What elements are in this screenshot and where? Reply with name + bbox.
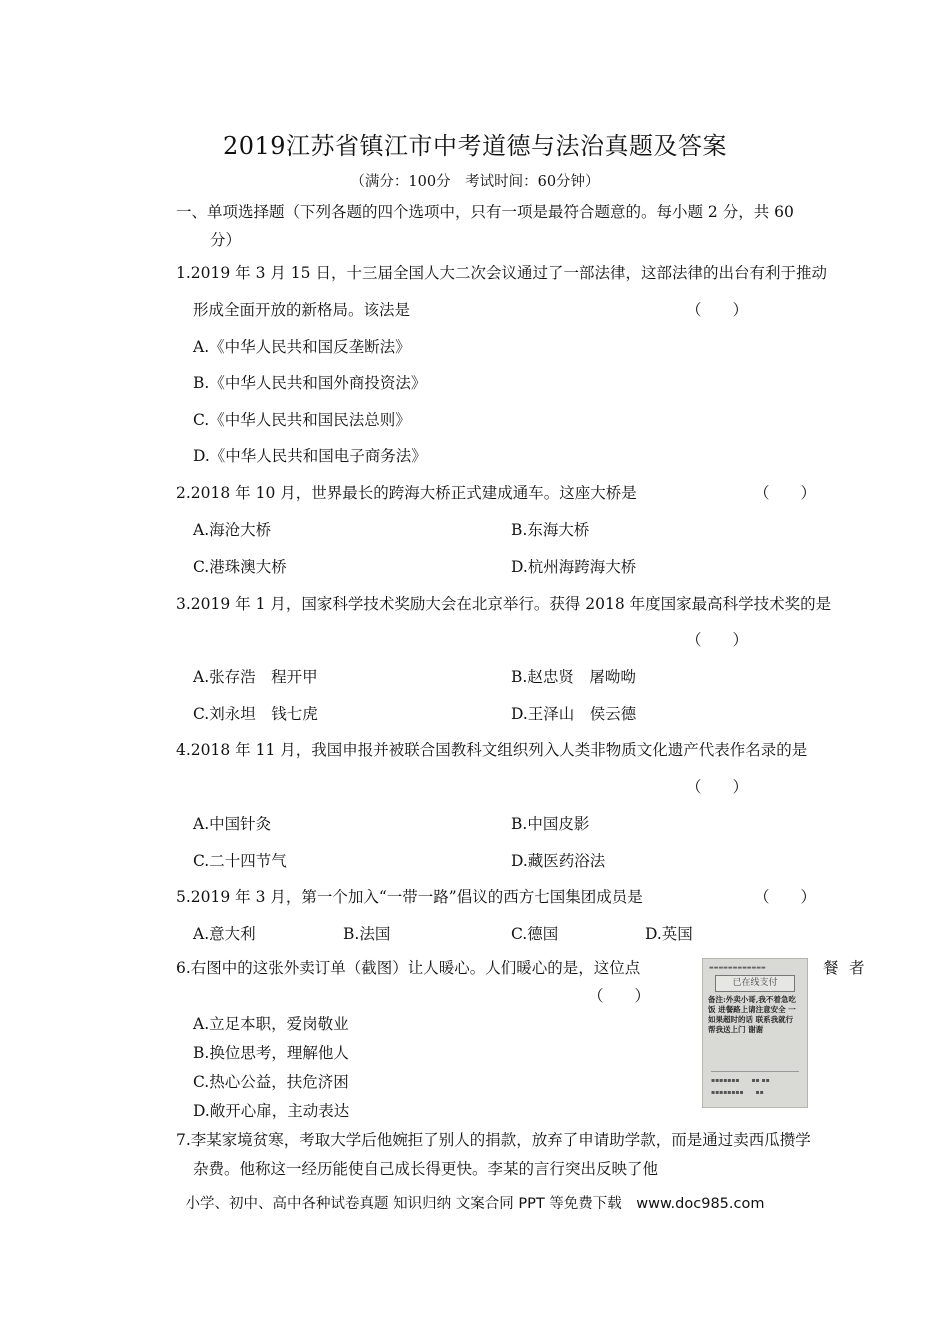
order-header-text: ▬▬▬▬▬▬▬▬▬▬▬▬ [709,965,766,971]
option-a: A.海沧大桥 [193,521,272,539]
question-7-stem-cont: 杂费。他称这一经历能使自己成长得更快。李某的言行突出反映了他 [193,1160,659,1178]
question-3-stem: 3.2019 年 1 月，国家科学技术奖励大会在北京举行。获得 2018 年度国家最高科学技术奖的是 [176,595,832,613]
exam-info: （满分：100分 考试时间：60分钟） [350,174,600,190]
question-1-stem: 1.2019 年 3 月 15 日，十三届全国人大二次会议通过了一部法律，这部法律的出台有利于推动 [176,264,827,282]
footer-ad: 小学、初中、高中各种试卷真题 知识归纳 文案合同 PPT 等免费下载 www.doc985.com [185,1196,765,1212]
option-a: A.张存浩 程开甲 [193,668,318,686]
question-1-stem-cont: 形成全面开放的新格局。该法是 [193,301,411,319]
payment-stamp: 已在线支付 [715,975,795,992]
order-item-row: ▪▪▪▪▪▪▪ ▪▪ ▪▪ [711,1077,770,1084]
option-c: C.《中华人民共和国民法总则》 [193,411,411,429]
option-b: B.换位思考，理解他人 [193,1044,349,1062]
takeout-order-image [702,958,808,1108]
section-heading-cont: 分） [210,231,242,249]
option-a: A.意大利 [193,925,256,943]
option-b: B.《中华人民共和国外商投资法》 [193,374,427,392]
option-c: C.德国 [511,925,559,943]
answer-blank: （ ） [754,888,817,906]
option-c: C.二十四节气 [193,852,287,870]
option-d: D.敞开心扉，主动表达 [193,1102,350,1120]
option-d: D.杭州海跨海大桥 [511,558,637,576]
answer-blank: （ ） [686,778,749,796]
answer-blank: （ ） [754,484,817,502]
answer-blank: （ ） [588,987,651,1005]
question-6-stem-tail: 者 [849,959,865,977]
option-b: B.赵忠贤 屠呦呦 [511,668,636,686]
section-heading: 一、单项选择题（下列各题的四个选项中，只有一项是最符合题意的。每小题 2 分，共 60 [176,203,794,221]
order-note: 备注:外卖小哥,我不着急吃饭 进餐路上请注意安全 一 如果超时的话 联系我就行 帮我送上门 谢谢 [708,995,796,1034]
divider [711,1071,799,1072]
order-item-row: ▪▪▪▪▪▪▪▪ ▪▪ [711,1089,764,1096]
question-7-stem: 7.李某家境贫寒，考取大学后他婉拒了别人的捐款，放弃了申请助学款，而是通过卖西瓜攒学 [176,1131,811,1149]
option-c: C.刘永坦 钱七虎 [193,705,318,723]
option-b: B.法国 [343,925,391,943]
option-d: D.《中华人民共和国电子商务法》 [193,447,427,465]
option-d: D.英国 [645,925,693,943]
option-d: D.王泽山 侯云德 [511,705,637,723]
answer-blank: （ ） [686,631,749,649]
option-a: A.《中华人民共和国反垄断法》 [193,338,411,356]
option-b: B.东海大桥 [511,521,590,539]
question-4-stem: 4.2018 年 11 月，我国申报并被联合国教科文组织列入人类非物质文化遗产代表作名录的是 [176,741,808,759]
option-c: C.港珠澳大桥 [193,558,287,576]
question-6-stem: 6.右图中的这张外卖订单（截图）让人暖心。人们暖心的是，这位点 [176,959,641,977]
question-2-stem: 2.2018 年 10 月，世界最长的跨海大桥正式建成通车。这座大桥是 [176,484,637,502]
option-c: C.热心公益，扶危济困 [193,1073,349,1091]
question-5-stem: 5.2019 年 3 月，第一个加入“一带一路”倡议的西方七国集团成员是 [176,888,643,906]
answer-blank: （ ） [686,301,749,319]
option-d: D.藏医药浴法 [511,852,606,870]
page-title: 2019江苏省镇江市中考道德与法治真题及答案 [222,132,728,160]
option-a: A.立足本职，爱岗敬业 [193,1015,349,1033]
option-b: B.中国皮影 [511,815,590,833]
question-6-stem-tail: 餐 [823,959,839,977]
option-a: A.中国针灸 [193,815,272,833]
